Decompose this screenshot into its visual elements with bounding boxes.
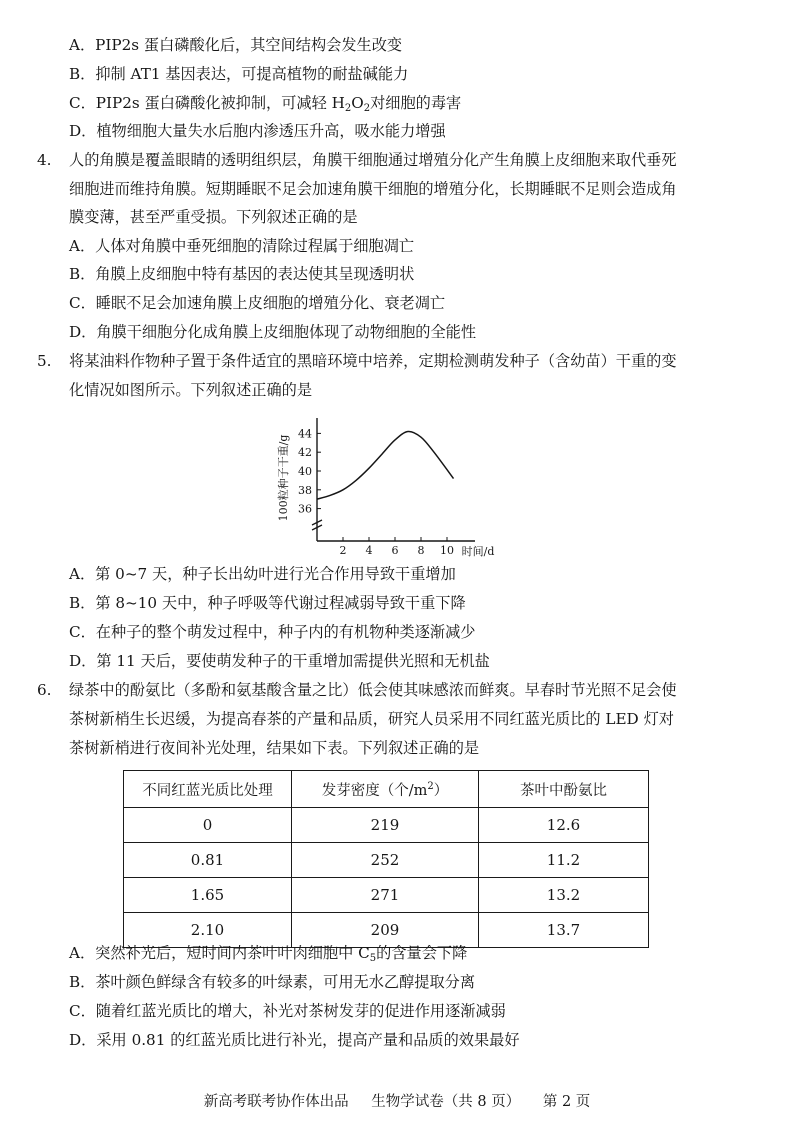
table-cell: 2.10 [124,913,292,948]
q5-number: 5. [37,352,52,370]
q4-option-b: B．角膜上皮细胞中特有基因的表达使其呈现透明状 [69,265,415,283]
table-cell: 12.6 [479,808,649,843]
table-cell: 0.81 [124,843,292,878]
q6-option-c: C．随着红蓝光质比的增大，补光对茶树发芽的促进作用逐渐减弱 [69,1002,506,1020]
table-header-density-text: 发芽密度（个/m [321,782,428,799]
table-cell: 13.2 [479,878,649,913]
y-tick-label: 40 [298,465,312,478]
table-header-density-close: ） [433,782,449,799]
x-tick-label: 6 [391,544,399,557]
y-axis-label: 100粒种子干重/g [277,434,290,522]
table-header-density [292,771,479,808]
q3-option-c-sub2: 2 [363,103,371,114]
q6-number: 6. [37,681,52,699]
q6-option-d: D．采用 0.81 的红蓝光质比进行补光，提高产量和品质的效果最好 [69,1031,520,1049]
table-row [124,808,649,843]
table-cell: 252 [292,843,479,878]
q6-option-b: B．茶叶颜色鲜绿含有较多的叶绿素，可用无水乙醇提取分离 [69,973,476,991]
q3-option-a: A．PIP2s 蛋白磷酸化后，其空间结构会发生改变 [69,36,403,54]
q6-stem-line-2: 茶树新梢生长迟缓，为提高春茶的产量和品质，研究人员采用不同红蓝光质比的 LED 灯对 [69,710,674,728]
x-tick-label: 4 [365,544,373,557]
table-cell: 209 [292,913,479,948]
x-axis-label: 时间/d [461,545,495,558]
q5-option-d: D．第 11 天后，要使萌发种子的干重增加需提供光照和无机盐 [69,652,490,670]
y-tick-label: 36 [298,502,312,516]
q3-option-c-tail: 对细胞的毒害 [370,94,462,112]
q4-option-c: C．睡眠不足会加速角膜上皮细胞的增殖分化、衰老凋亡 [69,294,446,312]
q3-option-c-sub: 2 [344,103,352,114]
chart-svg [270,418,510,568]
table-row [124,878,649,913]
q3-option-b: B．抑制 AT1 基因表达，可提高植物的耐盐碱能力 [69,65,409,83]
table-cell: 0 [124,808,292,843]
table-cell: 219 [292,808,479,843]
q3-option-c-head: C．PIP2s 蛋白磷酸化被抑制，可减轻 H [69,94,345,112]
q4-option-d: D．角膜干细胞分化成角膜上皮细胞体现了动物细胞的全能性 [69,323,477,341]
footer-subject: 生物学试卷（共 8 页） [371,1094,521,1110]
q6-stem-line-1: 绿茶中的酚氨比（多酚和氨基酸含量之比）低会使其味感浓而鲜爽。早春时节光照不足会使 [69,681,677,699]
table-header-row [124,771,649,808]
q3-option-c-o: O [351,94,364,112]
q3-option-c [69,94,462,114]
q4-number: 4. [37,151,52,169]
table-cell: 11.2 [479,843,649,878]
q4-stem-line-3: 膜变薄，甚至严重受损。下列叙述正确的是 [69,208,358,226]
series-line-dry-weight [317,431,454,499]
q5-option-a: A．第 0~7 天，种子长出幼叶进行光合作用导致干重增加 [69,565,456,583]
x-tick-label: 8 [417,544,425,557]
x-tick-label: 2 [339,544,347,557]
q6-stem-line-3: 茶树新梢进行夜间补光处理，结果如下表。下列叙述正确的是 [69,739,480,757]
footer-page-number: 第 2 页 [542,1094,591,1110]
table-header-density-sup: 2 [427,780,434,792]
q6-option-a-tail: 的含量会下降 [376,944,468,962]
q6-option-a-head: A．突然补光后，短时间内茶叶叶肉细胞中 C [69,944,370,962]
table-header-treatment: 不同红蓝光质比处理 [124,771,292,808]
q4-stem-line-1: 人的角膜是覆盖眼睛的透明组织层，角膜干细胞通过增殖分化产生角膜上皮细胞来取代垂死 [69,151,677,169]
q5-stem-line-2: 化情况如图所示。下列叙述正确的是 [69,381,312,399]
x-tick-label: 10 [440,544,454,557]
q6-option-a [69,944,468,964]
q3-option-d: D．植物细胞大量失水后胞内渗透压升高，吸水能力增强 [69,122,446,140]
table-header-ratio: 茶叶中酚氨比 [479,771,649,808]
q4-stem-line-2: 细胞进而维持角膜。短期睡眠不足会加速角膜干细胞的增殖分化，长期睡眠不足则会造成角 [69,180,677,198]
y-tick-label: 44 [298,427,312,441]
q4-option-a: A．人体对角膜中垂死细胞的清除过程属于细胞凋亡 [69,237,415,255]
y-tick-label: 42 [298,446,312,460]
table-cell: 13.7 [479,913,649,948]
q6-option-a-sub: 5 [369,953,377,964]
y-tick-label: 38 [298,483,312,497]
table-cell: 1.65 [124,878,292,913]
table-row [124,913,649,948]
q5-stem-line-1: 将某油料作物种子置于条件适宜的黑暗环境中培养，定期检测萌发种子（含幼苗）干重的变 [69,352,677,370]
dry-weight-chart [270,418,510,568]
q5-option-c: C．在种子的整个萌发过程中，种子内的有机物种类逐渐减少 [69,623,476,641]
page-footer [0,1090,794,1111]
table-cell: 271 [292,878,479,913]
footer-publisher: 新高考联考协作体出品 [203,1094,349,1110]
results-table [123,770,649,948]
table-row [124,843,649,878]
q5-option-b: B．第 8~10 天中，种子呼吸等代谢过程减弱导致干重下降 [69,594,466,612]
